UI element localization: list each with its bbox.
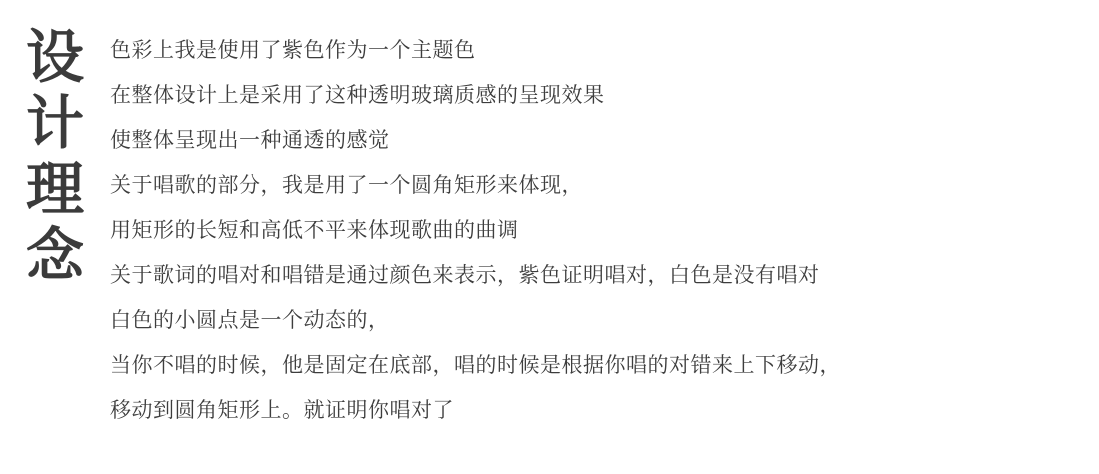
body-line: 色彩上我是使用了紫色作为一个主题色 [110,38,476,62]
body-line: 当你不唱的时候，他是固定在底部，唱的时候是根据你唱的对错来上下移动， [110,353,841,377]
body-line: 使整体呈现出一种通透的感觉 [110,128,390,152]
body-line: 用矩形的长短和高低不平来体现歌曲的曲调 [110,218,519,242]
design-concept-body [110,18,1099,433]
body-line: 白色的小圆点是一个动态的， [110,308,390,332]
page-title-char-3: 理 [25,155,84,223]
page-title-vertical [0,18,110,288]
page-title-char-2: 计 [25,89,84,157]
body-line: 移动到圆角矩形上。就证明你唱对了 [110,398,454,422]
body-line: 关于歌词的唱对和唱错是通过颜色来表示，紫色证明唱对，白色是没有唱对 [110,263,820,287]
page-title-char-4: 念 [25,221,84,289]
body-line: 关于唱歌的部分，我是用了一个圆角矩形来体现， [110,173,583,197]
page-title-char-1: 设 [25,23,84,91]
body-line: 在整体设计上是采用了这种透明玻璃质感的呈现效果 [110,83,605,107]
